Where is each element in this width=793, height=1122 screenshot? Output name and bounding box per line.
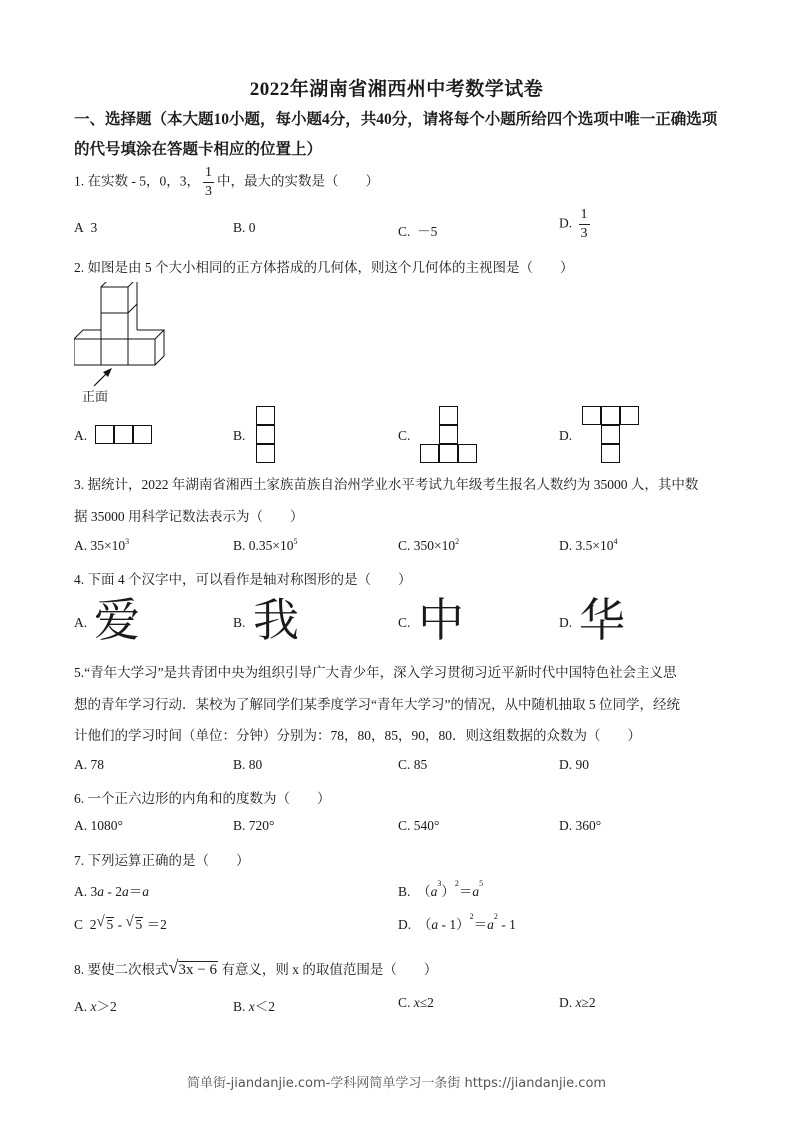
option-d[interactable]: D. 360° [559, 818, 602, 833]
option-c[interactable]: C. 中 [398, 593, 464, 647]
option-b[interactable]: B. $0.35\times 10^5$ [233, 537, 298, 553]
question-7: 7. 下列运算正确的是（ ） [74, 853, 250, 868]
option-c[interactable]: C. －5 [398, 224, 438, 239]
sqrt-icon: √ 5 [125, 914, 143, 932]
option-d[interactable]: D. x≥2 [559, 995, 596, 1010]
question-3-line-2: 据 35000 用科学记数法表示为（ ） [74, 509, 304, 524]
cube-figure [74, 282, 174, 405]
question-stem: 中，最大的实数是（ ） [217, 173, 379, 189]
question-8: 8. 要使二次根式 √ 3x − 6 有意义，则 x 的取值范围是（ ） [74, 957, 438, 978]
question-1 [74, 166, 379, 199]
character-zhong: 中 [418, 593, 464, 647]
character-wo: 我 [253, 593, 299, 647]
question-4: 4. 下面 4 个汉字中，可以看作是轴对称图形的是（ ） [74, 572, 412, 587]
option-c[interactable]: C. [398, 428, 411, 443]
sqrt-icon: √ 3x − 6 [168, 957, 217, 978]
option-d[interactable]: D. [559, 428, 573, 443]
option-a[interactable]: A. [74, 428, 88, 443]
option-d[interactable]: D. 华 [559, 593, 625, 647]
option-a[interactable]: A. x＞2 [74, 999, 117, 1014]
option-c[interactable]: C 2 √ 5 - √ 5 ＝2 [74, 914, 167, 932]
shape-inverted-t [420, 406, 480, 464]
option-b[interactable]: B. [233, 428, 246, 443]
option-b[interactable]: B. 0 [233, 220, 256, 235]
front-label: 正面 [82, 390, 109, 405]
option-c[interactable]: C. x≤2 [398, 995, 434, 1010]
fraction: $\frac{1}{3}$ [205, 165, 212, 199]
shape-column-of-three [256, 406, 276, 464]
option-a[interactable]: A 3 [74, 220, 98, 235]
arrow-icon [92, 366, 122, 388]
sqrt-icon: √ 5 [96, 914, 114, 932]
page-title: 2022年湖南省湘西州中考数学试卷 [249, 79, 544, 100]
question-2: 2. 如图是由 5 个大小相同的正方体搭成的几何体，则这个几何体的主视图是（ ） [74, 260, 574, 275]
cube-stack-icon [74, 282, 174, 382]
option-c[interactable]: C. 85 [398, 757, 428, 772]
option-a[interactable]: A. 1080° [74, 818, 123, 833]
footer-watermark: 简单街-jiandanjie.com-学科网简单学习一条街 https://jiandanjie.com [186, 1076, 607, 1091]
question-3-line-1: 3. 据统计，2022 年湖南省湘西土家族苗族自治州学业水平考试九年级考生报名人数约为 35000 人，其中数 [74, 477, 699, 492]
option-d[interactable]: D. $\frac{1}{3}$ [559, 207, 588, 241]
question-number: 1. [74, 173, 85, 189]
option-d[interactable]: D. $(a - 1)^2=a^2 - 1$ [398, 912, 516, 932]
question-stem: 在实数 - 5，0，3， [87, 173, 200, 189]
character-ai: 爱 [94, 593, 140, 647]
option-a[interactable]: A. 78 [74, 757, 104, 772]
option-b[interactable]: B. 720° [233, 818, 275, 833]
option-b[interactable]: B. x＜2 [233, 999, 276, 1014]
character-hua: 华 [579, 593, 625, 647]
shape-row-of-three [95, 425, 155, 445]
option-c[interactable]: C. 540° [398, 818, 440, 833]
option-a[interactable]: A. $35\times 10^3$ [74, 537, 130, 553]
question-6: 6. 一个正六边形的内角和的度数为（ ） [74, 791, 331, 806]
fraction: $\frac{1}{3}$ [580, 207, 588, 241]
option-a[interactable]: A. 爱 [74, 593, 140, 647]
shape-t [582, 406, 642, 464]
option-b[interactable]: B. $(a^3)^2=a^5$ [398, 879, 484, 899]
option-c[interactable]: C. $350\times 10^2$ [398, 537, 460, 553]
question-5-line-1: 5.“青年大学习”是共青团中央为组织引导广大青少年，深入学习贯彻习近平新时代中国特色社会主义思 [74, 665, 677, 680]
option-d[interactable]: D. $3.5\times 10^4$ [559, 537, 618, 553]
question-5-line-3: 计他们的学习时间（单位：分钟）分别为：78，80，85，90，80．则这组数据的众数为（ ） [74, 728, 641, 743]
section-heading: 一、选择题（本大题10小题，每小题4分，共40分，请将每个小题所给四个选项中唯一正确选项的代号填涂在答题卡相应的位置上） [74, 111, 718, 158]
option-b[interactable]: B. 80 [233, 757, 263, 772]
option-a[interactable]: A. 3a - 2a＝a [74, 884, 149, 899]
option-d[interactable]: D. 90 [559, 757, 589, 772]
option-b[interactable]: B. 我 [233, 593, 299, 647]
question-5-line-2: 想的青年学习行动．某校为了解同学们某季度学习“青年大学习”的情况，从中随机抽取 5 位同学，经统 [74, 697, 680, 712]
